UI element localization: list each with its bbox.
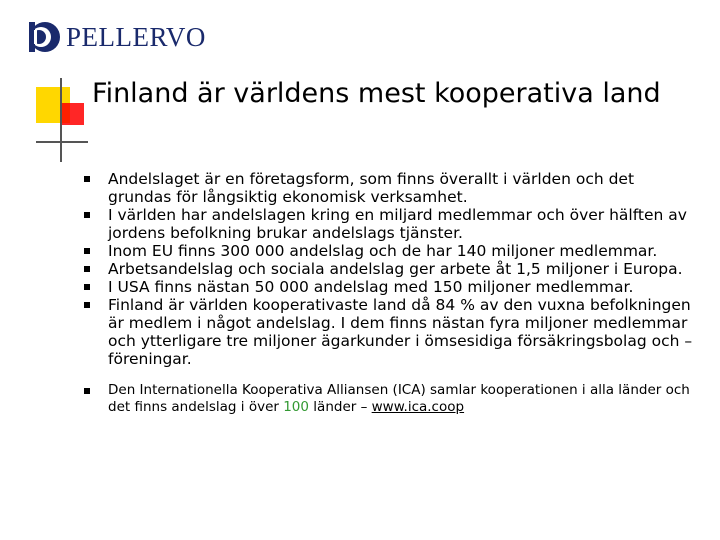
- bullet-item: [84, 242, 700, 260]
- bullet-square-icon: [84, 302, 90, 308]
- decorative-vertical-line: [60, 78, 62, 162]
- bullet-square-icon: [84, 248, 90, 254]
- pellervo-logo: [28, 20, 206, 54]
- bullet-square-icon: [84, 212, 90, 218]
- bullet-square-icon: [84, 266, 90, 272]
- bullet-text: Inom EU finns 300 000 andelslag och de har 140 miljoner medlemmar.: [108, 242, 658, 260]
- bullet-item: [84, 260, 700, 278]
- bullet-item-ica: [84, 382, 700, 416]
- bullet-item: [84, 170, 700, 206]
- bullet-text: Den Internationella Kooperativa Alliansen (ICA) samlar kooperationen i alla länder och det finns andelslag i över: [108, 382, 690, 415]
- bullet-text: Andelslaget är en företagsform, som finns överallt i världen och det grundas för långsiktig ekonomisk verksamhet.: [108, 170, 635, 206]
- decorative-horizontal-line: [36, 141, 88, 143]
- bullet-square-icon: [84, 284, 90, 290]
- ica-link[interactable]: www.ica.coop: [371, 399, 465, 415]
- bullet-square-icon: [84, 176, 90, 182]
- pellervo-logo-icon: [28, 20, 62, 54]
- bullet-item: [84, 296, 700, 368]
- bullet-text: länder –: [309, 399, 372, 415]
- bullet-item: [84, 278, 700, 296]
- bullet-list: [84, 170, 700, 416]
- bullet-text: I USA finns nästan 50 000 andelslag med 150 miljoner medlemmar.: [108, 278, 634, 296]
- logo-wordmark: PELLERVO: [66, 22, 206, 52]
- bullet-text: I världen har andelslagen kring en miljard medlemmar och över hälften av jordens befolkning brukar andelslags tjänster.: [108, 206, 687, 242]
- highlighted-number: 100: [283, 399, 309, 415]
- bullet-item: [84, 206, 700, 242]
- slide-title: Finland är världens mest kooperativa land: [92, 78, 661, 109]
- bullet-text: Finland är världen kooperativaste land då 84 % av den vuxna befolkningen är medlem i något andelslag. I dem finns nästan fyra miljoner medlemmar och ytterligare tre miljoner ägarkunder i ömsesidiga försäkringsbolag och –föreningar.: [108, 296, 693, 368]
- decorative-red-square: [60, 103, 84, 125]
- bullet-square-icon: [84, 388, 90, 394]
- bullet-text: Arbetsandelslag och sociala andelslag ger arbete åt 1,5 miljoner i Europa.: [108, 260, 683, 278]
